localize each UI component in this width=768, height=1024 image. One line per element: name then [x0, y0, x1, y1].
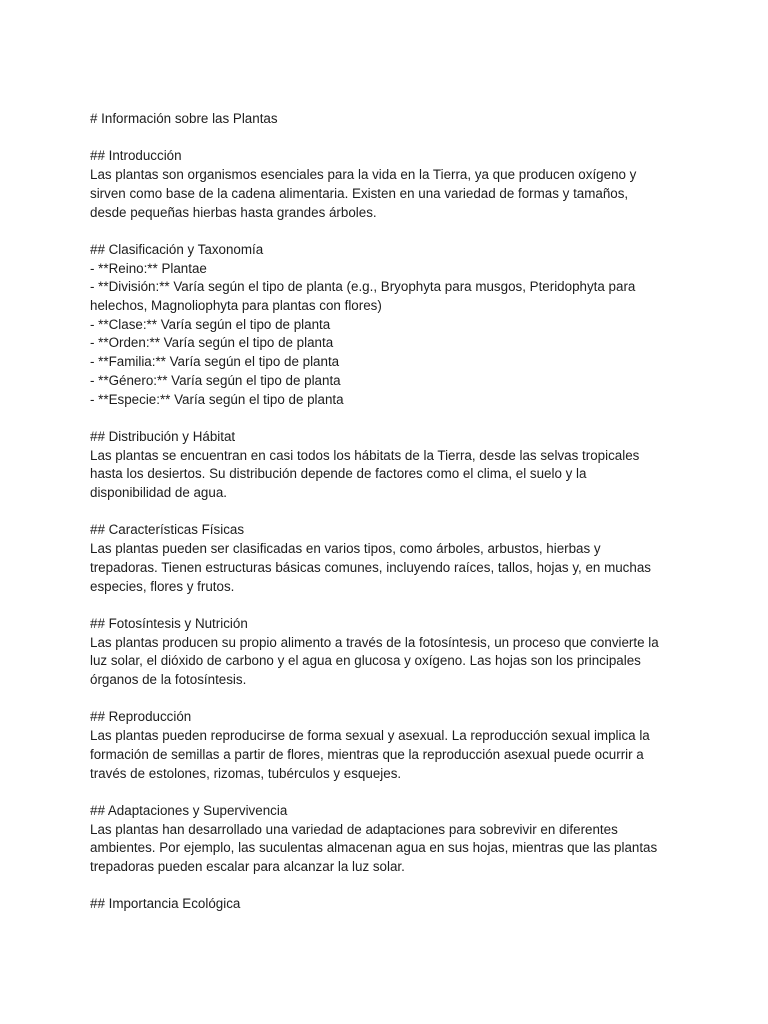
section-text-line: Las plantas pueden ser clasificadas en varios tipos, como árboles, arbustos, hierbas y	[90, 541, 601, 557]
section-spacer	[90, 409, 690, 428]
section-text-line: luz solar, el dióxido de carbono y el agua en glucosa y oxígeno. Las hojas son los principales	[90, 653, 641, 669]
section-spacer	[90, 222, 690, 241]
section-heading: ## Distribución y Hábitat	[90, 428, 236, 444]
section-text-line: hasta los desiertos. Su distribución depende de factores como el clima, el suelo y la	[90, 466, 587, 482]
section-text-line: Las plantas son organismos esenciales para la vida en la Tierra, ya que producen oxígeno y	[90, 167, 637, 183]
section-heading: ## Importancia Ecológica	[90, 896, 241, 912]
section-text-line: - **Orden:** Varía según el tipo de planta	[90, 335, 334, 351]
section-spacer	[90, 503, 690, 522]
section-text-line: Las plantas han desarrollado una variedad de adaptaciones para sobrevivir en diferentes	[90, 821, 618, 837]
section-text-line: órganos de la fotosíntesis.	[90, 672, 247, 688]
section-text-line: especies, flores y frutos.	[90, 578, 235, 594]
section-text-line: helechos, Magnoliophyta para plantas con flores)	[90, 298, 382, 313]
section-text-line: trepadoras pueden escalar para alcanzar la luz solar.	[90, 859, 405, 875]
section-text-line: Las plantas se encuentran en casi todos los hábitats de la Tierra, desde las selvas tropicales	[90, 447, 640, 463]
section-spacer	[90, 129, 690, 148]
document-body	[90, 110, 690, 914]
section-spacer	[90, 783, 690, 802]
section-text-line: desde pequeñas hierbas hasta grandes árboles.	[90, 204, 377, 220]
document-title: # Información sobre las Plantas	[90, 111, 278, 126]
section-text-line: trepadoras. Tienen estructuras básicas comunes, incluyendo raíces, tallos, hojas y, en muchas	[90, 559, 651, 575]
section-text-line: disponibilidad de agua.	[90, 485, 227, 501]
section-text-line: - **Especie:** Varía según el tipo de planta	[90, 391, 344, 407]
section-spacer	[90, 877, 690, 896]
section-heading: ## Fotosíntesis y Nutrición	[90, 615, 248, 631]
section-spacer	[90, 596, 690, 615]
section-text-line: formación de semillas a partir de flores, mientras que la reproducción asexual puede ocurrir a	[90, 746, 644, 762]
section-text-line: sirven como base de la cadena alimentaria. Existen en una variedad de formas y tamaños,	[90, 185, 629, 201]
section-text-line: ambientes. Por ejemplo, las suculentas almacenan agua en sus hojas, mientras que las plantas	[90, 840, 658, 856]
section-spacer	[90, 690, 690, 709]
section-heading: ## Clasificación y Taxonomía	[90, 241, 264, 257]
section-text-line: - **Familia:** Varía según el tipo de planta	[90, 354, 340, 370]
section-text-line: Las plantas pueden reproducirse de forma sexual y asexual. La reproducción sexual implica la	[90, 728, 650, 744]
section-text-line: - **División:** Varía según el tipo de planta (e.g., Bryophyta para musgos, Pteridophyta para	[90, 279, 636, 295]
section-text-line: - **Género:** Varía según el tipo de planta	[90, 372, 341, 388]
section-heading: ## Características Físicas	[90, 522, 245, 538]
section-text-line: través de estolones, rizomas, tubérculos y esquejes.	[90, 765, 402, 781]
document-sections	[90, 129, 690, 914]
section-text-line: - **Clase:** Varía según el tipo de planta	[90, 316, 331, 332]
section-text-line: Las plantas producen su propio alimento a través de la fotosíntesis, un proceso que convierte la	[90, 634, 659, 650]
section-text-line: - **Reino:** Plantae	[90, 260, 207, 276]
section-heading: ## Reproducción	[90, 709, 192, 725]
section-heading: ## Introducción	[90, 148, 182, 164]
section-heading: ## Adaptaciones y Supervivencia	[90, 802, 288, 818]
